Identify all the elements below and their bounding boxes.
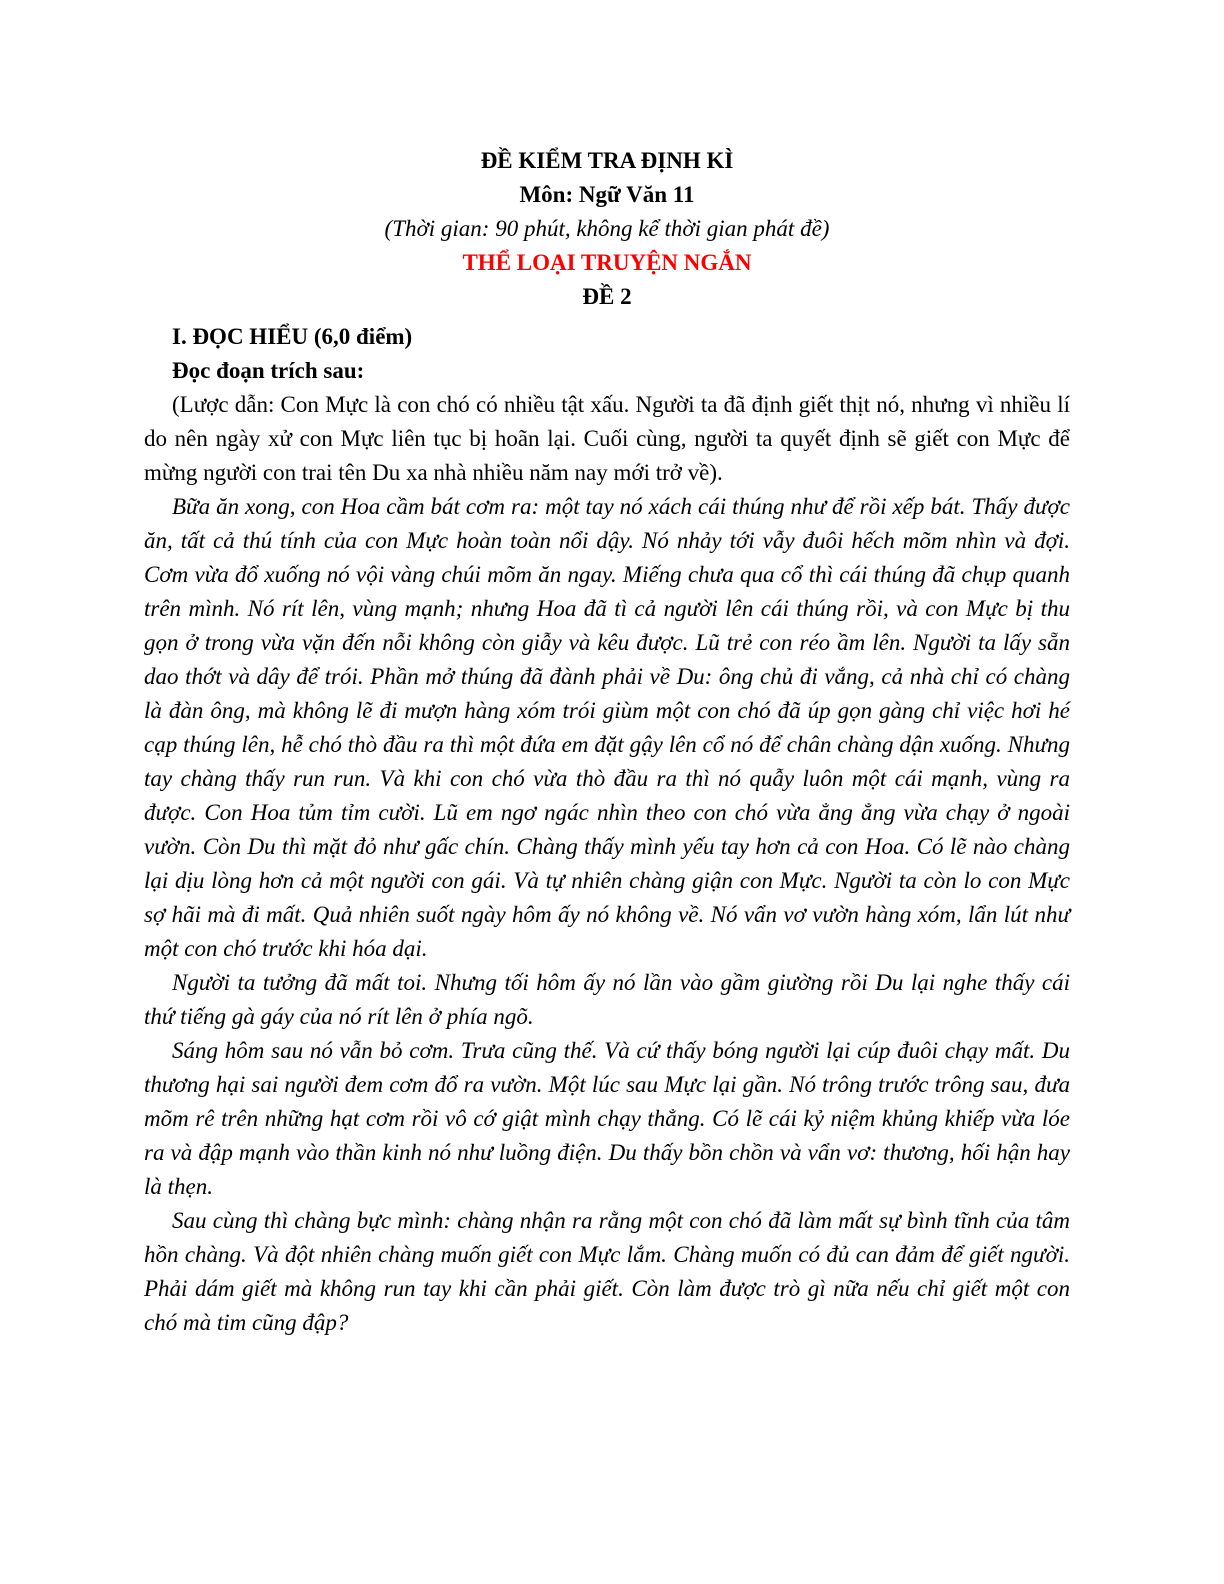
time-note: (Thời gian: 90 phút, không kể thời gian phát đề) [384, 216, 830, 241]
section-instruction: Đọc đoạn trích sau: [172, 358, 365, 383]
excerpt-paragraph: Người ta tưởng đã mất toi. Nhưng tối hôm ấy nó lần vào gầm giường rồi Du lại nghe thấy cái thứ tiếng gà gáy của nó rít lên ở phía ngõ. [144, 970, 1070, 1029]
excerpt-paragraph: Bữa ăn xong, con Hoa cầm bát cơm ra: một tay nó xách cái thúng như để rồi xếp bát. Thấy được ăn, tất cả thú tính của con Mực hoàn toàn nổi dậy. Nó nhảy tới vẫy đuôi hếch mõm nhìn và đợi. Cơm vừa đổ xuống nó vội vàng chúi mõm ăn ngay. Miếng chưa qua cổ thì cái thúng đã chụp quanh trên mình. Nó rít lên, vùng mạnh; nhưng Hoa đã tì cả người lên cái thúng rồi, và con Mực bị thu gọn ở trong vừa vặn đến nỗi không còn giẫy và kêu được. Lũ trẻ con réo ầm lên. Người ta lấy sẵn dao thớt và dây để trói. Phần mở thúng đã đành phải về Du: ông chủ đi vắng, cả nhà chỉ có chàng là đàn ông, mà không lẽ đi mượn hàng xóm trói giùm một con chó đã úp gọn gàng chỉ việc hơi hé cạp thúng lên, hễ chó thò đầu ra thì một đứa em đặt gậy lên cổ nó để chân chàng dận xuống. Nhưng tay chàng thấy run run. Và khi con chó vừa thò đầu ra thì nó quẫy luôn một cái mạnh, vùng ra được. Con Hoa tủm tỉm cười. Lũ em ngơ ngác nhìn theo con chó vừa ẳng ẳng vừa chạy ở ngoài vườn. Còn Du thì mặt đỏ như gấc chín. Chàng thấy mình yếu tay hơn cả con Hoa. Có lẽ nào chàng lại dịu lòng hơn cả một người con gái. Và tự nhiên chàng giận con Mực. Người ta còn lo con Mực sợ hãi mà đi mất. Quả nhiên suốt ngày hôm ấy nó không về. Nó vẩn vơ vườn hàng xóm, lẩn lút như một con chó trước khi hóa dại. [144, 494, 1070, 961]
excerpt-summary: (Lược dẫn: Con Mực là con chó có nhiều tật xấu. Người ta đã định giết thịt nó, nhưng vì nhiều lí do nên ngày xử con Mực liên tục bị hoãn lại. Cuối cùng, người ta quyết định sẽ giết con Mực để mừng người con trai tên Du xa nhà nhiều năm nay mới trở về). [144, 392, 1070, 485]
subject-line: Môn: Ngữ Văn 11 [519, 182, 695, 207]
exam-title: ĐỀ KIỂM TRA ĐỊNH KÌ [480, 148, 734, 173]
document-page [144, 144, 1070, 1340]
section-heading: I. ĐỌC HIỂU (6,0 điểm) [172, 324, 413, 349]
exam-number: ĐỀ 2 [582, 284, 632, 309]
document-header [144, 144, 1070, 314]
reading-section [144, 320, 1070, 1340]
excerpt-paragraph: Sáng hôm sau nó vẫn bỏ cơm. Trưa cũng thế. Và cứ thấy bóng người lại cúp đuôi chạy mất. Du thương hại sai người đem cơm đổ ra vườn. Một lúc sau Mực lại gần. Nó trông trước trông sau, đưa mõm rê trên những hạt cơm rồi vô cớ giật mình chạy thẳng. Có lẽ cái kỷ niệm khủng khiếp vừa lóe ra và đập mạnh vào thần kinh nó như luồng điện. Du thấy bồn chồn và vẩn vơ: thương, hối hận hay là thẹn. [144, 1038, 1070, 1199]
excerpt-paragraph: Sau cùng thì chàng bực mình: chàng nhận ra rằng một con chó đã làm mất sự bình tĩnh của tâm hồn chàng. Và đột nhiên chàng muốn giết con Mực lắm. Chàng muốn có đủ can đảm để giết người. Phải dám giết mà không run tay khi cần phải giết. Còn làm được trò gì nữa nếu chỉ giết một con chó mà tim cũng đập? [144, 1208, 1070, 1335]
genre-heading: THỂ LOẠI TRUYỆN NGẮN [462, 250, 752, 275]
